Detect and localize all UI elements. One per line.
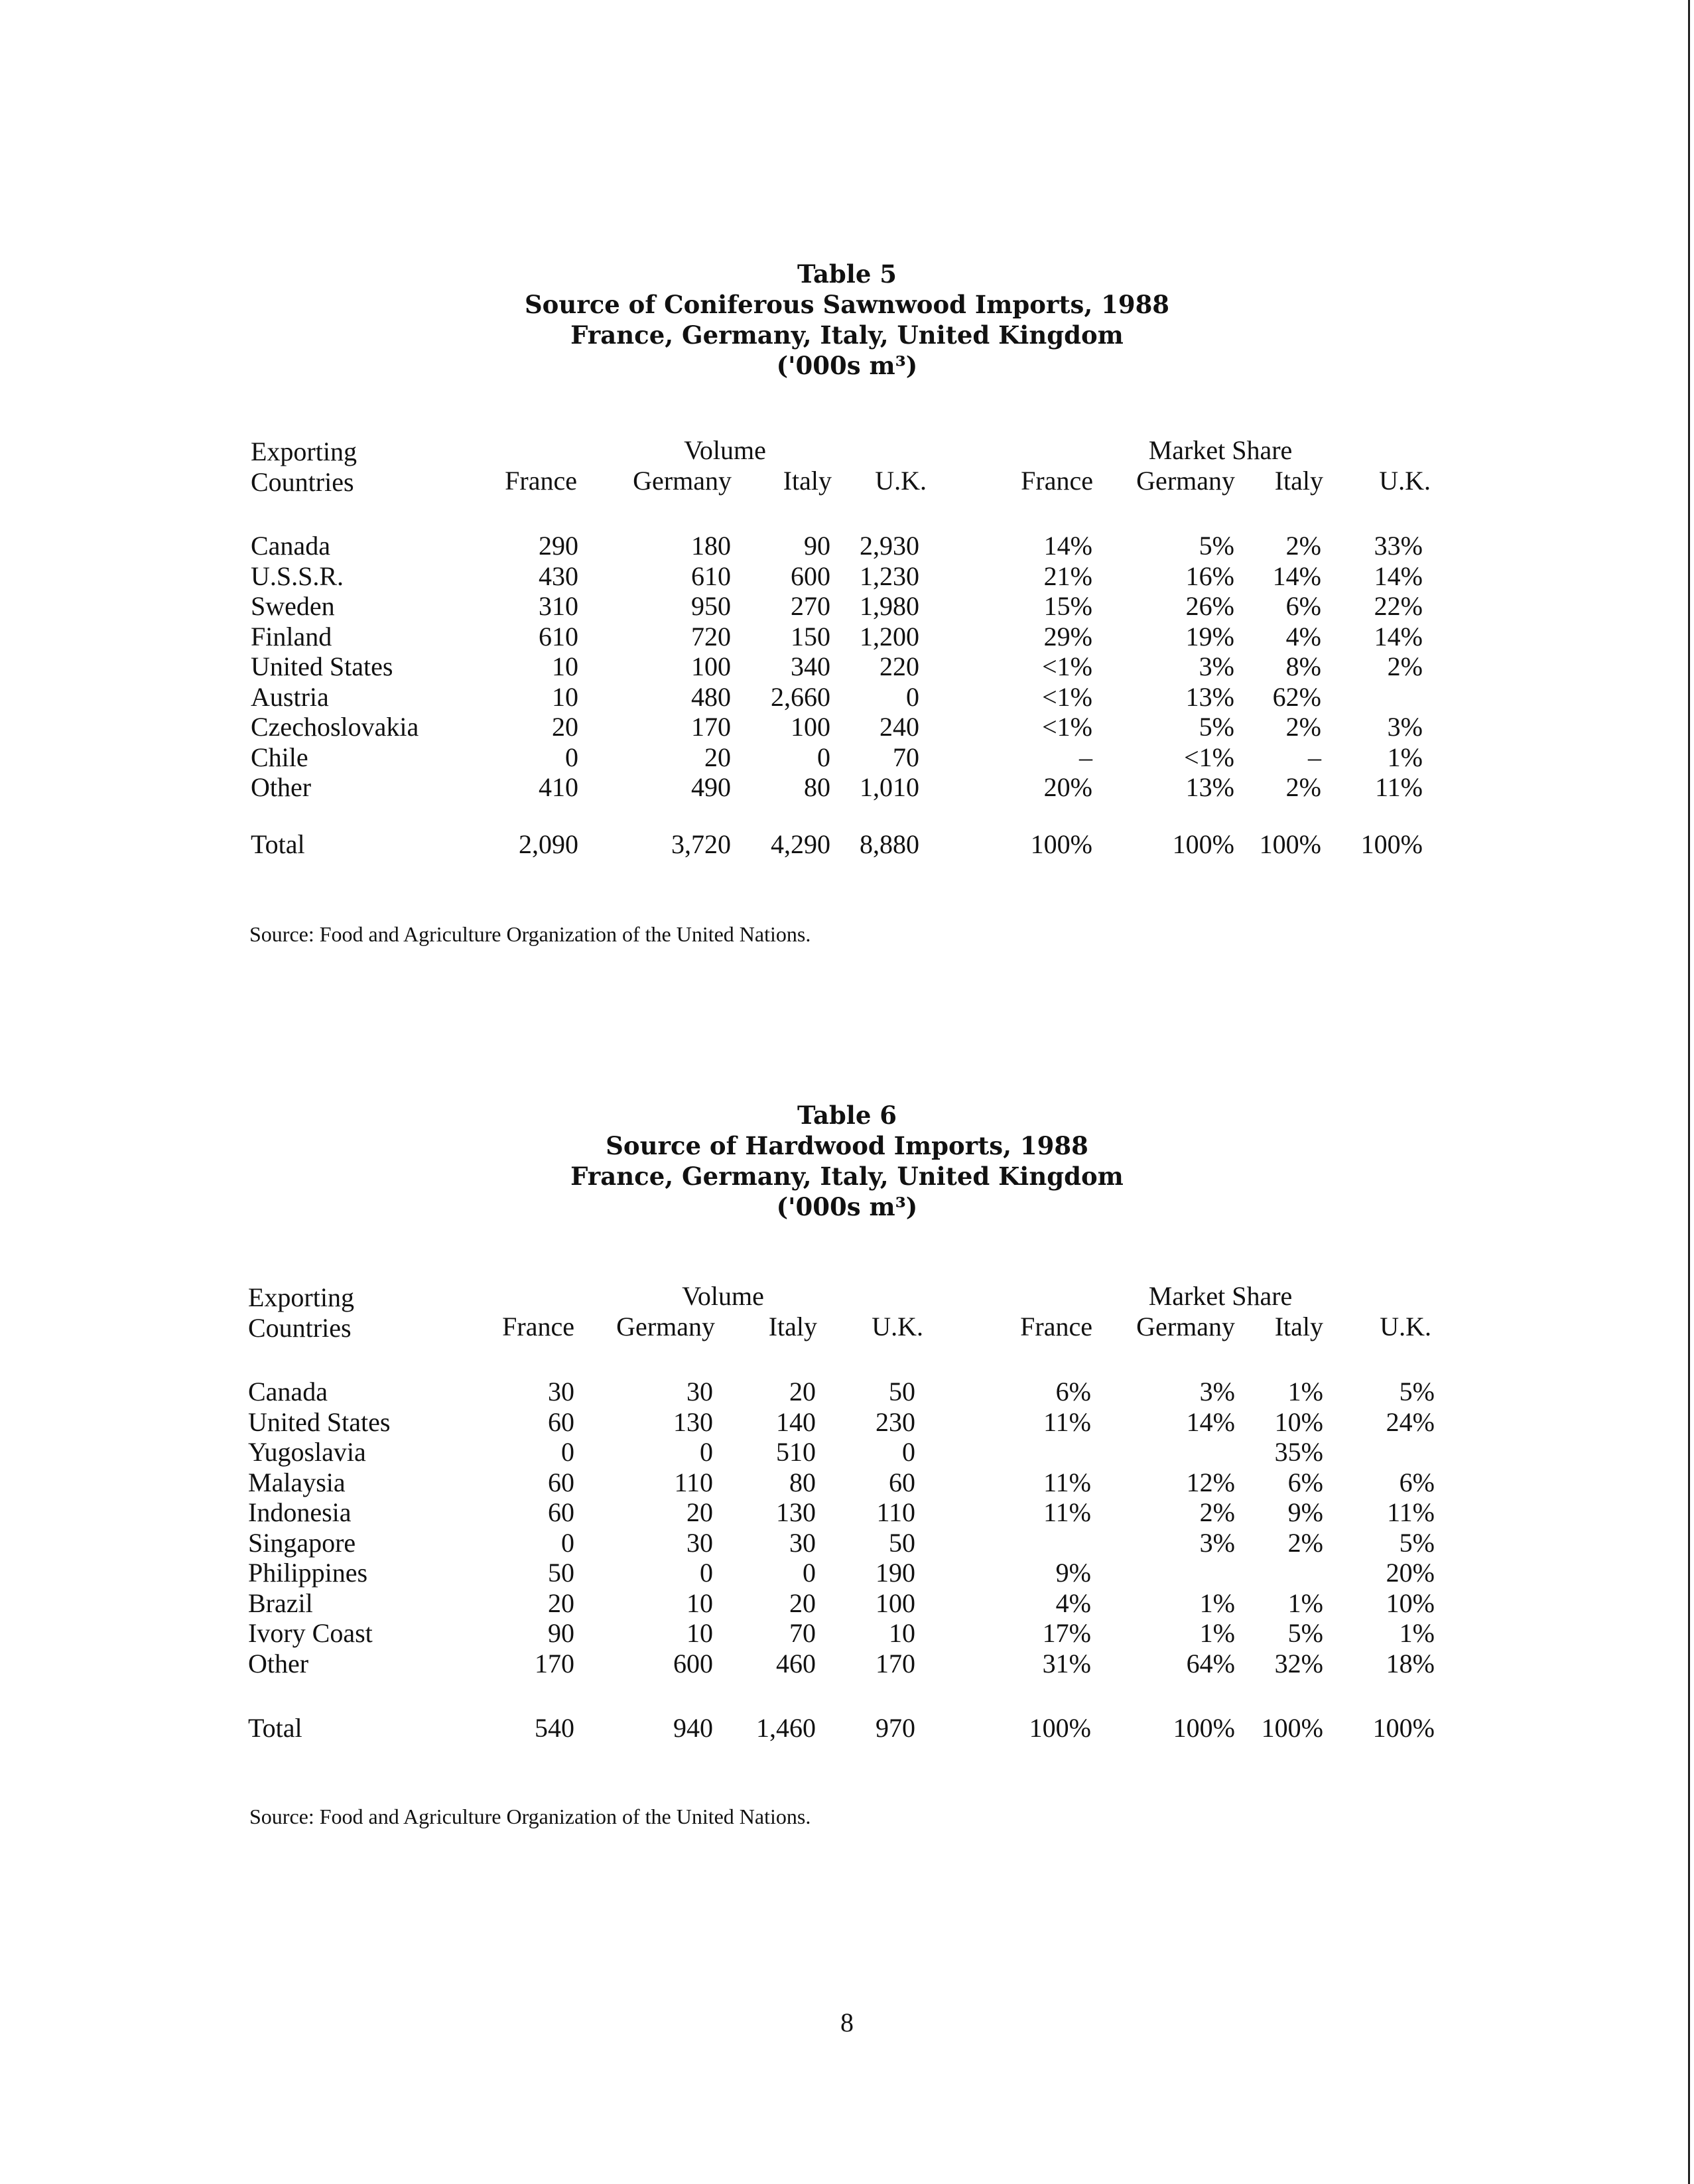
- table-countries-line: France, Germany, Italy, United Kingdom: [570, 1162, 1124, 1191]
- table-cell: 2,930: [860, 531, 919, 561]
- table-cell: 460: [776, 1648, 816, 1678]
- column-header: Italy: [783, 466, 832, 496]
- table-cell: –: [1308, 742, 1321, 772]
- table-cell: <1%: [1184, 742, 1234, 772]
- table-cell: 3%: [1199, 651, 1234, 681]
- table-cell: 17%: [1042, 1618, 1091, 1648]
- table-cell: 10%: [1386, 1588, 1435, 1618]
- table-cell: 100: [791, 712, 830, 742]
- row-country-label: Ivory Coast: [248, 1618, 373, 1648]
- table-cell: 480: [691, 681, 731, 712]
- table-cell: 1,200: [860, 621, 919, 651]
- table-cell: <1%: [1042, 712, 1092, 742]
- table-cell: 0: [700, 1437, 713, 1467]
- table-cell: 170: [691, 712, 731, 742]
- row-country-label: Philippines: [248, 1558, 368, 1588]
- column-header: France: [1021, 466, 1093, 496]
- column-header: Germany: [1136, 1312, 1235, 1341]
- volume-group-header: Volume: [684, 435, 766, 465]
- table-subtitle: Source of Hardwood Imports, 1988: [606, 1131, 1088, 1160]
- table-cell: 5%: [1399, 1377, 1435, 1406]
- table-cell: 14%: [1272, 561, 1321, 591]
- column-header: U.K.: [1379, 466, 1431, 496]
- table-cell: 1%: [1287, 1588, 1323, 1618]
- table-cell: 14%: [1374, 621, 1423, 651]
- table-cell: 11%: [1043, 1467, 1091, 1497]
- table-cell: 64%: [1186, 1648, 1235, 1678]
- total-cell: 100%: [1360, 829, 1423, 859]
- table-cell: 5%: [1399, 1527, 1435, 1558]
- row-country-label: Brazil: [248, 1588, 313, 1618]
- table-cell: 16%: [1185, 561, 1234, 591]
- total-cell: 100%: [1030, 829, 1092, 859]
- market-share-group-header: Market Share: [1148, 1281, 1293, 1311]
- table-cell: 190: [876, 1558, 915, 1588]
- total-cell: 1,460: [756, 1713, 816, 1743]
- column-header: Germany: [616, 1312, 715, 1341]
- table-cell: 9%: [1287, 1497, 1323, 1527]
- column-header: Italy: [1274, 466, 1323, 496]
- column-header: France: [1020, 1312, 1092, 1341]
- table-cell: 60: [548, 1497, 574, 1527]
- table-cell: 18%: [1386, 1648, 1435, 1678]
- table-cell: 3%: [1387, 712, 1423, 742]
- table-cell: 490: [691, 772, 731, 802]
- table-cell: 50: [889, 1527, 915, 1558]
- table-cell: 20: [789, 1588, 816, 1618]
- table-cell: 60: [548, 1406, 574, 1437]
- table-cell: 0: [700, 1558, 713, 1588]
- table-cell: 50: [889, 1377, 915, 1406]
- table-cell: 130: [776, 1497, 816, 1527]
- total-cell: 100%: [1372, 1713, 1435, 1743]
- column-header: France: [505, 466, 577, 496]
- table-cell: 10%: [1274, 1406, 1323, 1437]
- table-cell: 170: [535, 1648, 574, 1678]
- table-cell: 50: [548, 1558, 574, 1588]
- table-cell: <1%: [1042, 681, 1092, 712]
- table-cell: 110: [876, 1497, 915, 1527]
- table-cell: 410: [539, 772, 578, 802]
- table-cell: 5%: [1199, 712, 1234, 742]
- table-cell: 2%: [1285, 712, 1321, 742]
- table-cell: 20: [552, 712, 578, 742]
- table-cell: 14%: [1186, 1406, 1235, 1437]
- table-cell: 0: [902, 1437, 915, 1467]
- table-cell: 12%: [1186, 1467, 1235, 1497]
- table-cell: 1%: [1387, 742, 1423, 772]
- table-cell: 2%: [1285, 531, 1321, 561]
- column-header: U.K.: [872, 1312, 923, 1341]
- total-cell: 100%: [1172, 829, 1234, 859]
- table-title: Table 6: [797, 1101, 897, 1130]
- table-cell: 430: [539, 561, 578, 591]
- total-cell: 100%: [1173, 1713, 1235, 1743]
- table-cell: 950: [691, 591, 731, 621]
- table-cell: 3%: [1199, 1377, 1235, 1406]
- table-cell: 0: [906, 681, 919, 712]
- table-cell: 1%: [1199, 1588, 1235, 1618]
- table-cell: 80: [789, 1467, 816, 1497]
- row-country-label: Canada: [251, 531, 330, 561]
- row-country-label: Malaysia: [248, 1467, 346, 1497]
- table-cell: 30: [686, 1377, 713, 1406]
- table-cell: 0: [817, 742, 830, 772]
- table-cell: 31%: [1042, 1648, 1091, 1678]
- table-title: Table 5: [797, 259, 897, 289]
- table-cell: 110: [674, 1467, 713, 1497]
- table-cell: 70: [893, 742, 919, 772]
- table-cell: 30: [686, 1527, 713, 1558]
- row-country-label: Singapore: [248, 1527, 356, 1558]
- table-cell: 510: [776, 1437, 816, 1467]
- total-row-label: Total: [251, 829, 305, 859]
- row-country-label: Other: [251, 772, 312, 802]
- table-cell: 6%: [1399, 1467, 1435, 1497]
- table-cell: 0: [565, 742, 578, 772]
- table-cell: <1%: [1042, 651, 1092, 681]
- table-cell: 130: [673, 1406, 713, 1437]
- table-cell: 13%: [1185, 772, 1234, 802]
- table-cell: 90: [804, 531, 830, 561]
- table-cell: 6%: [1287, 1467, 1323, 1497]
- row-country-label: Sweden: [251, 591, 335, 621]
- table-cell: 9%: [1055, 1558, 1091, 1588]
- row-country-label: U.S.S.R.: [251, 561, 344, 591]
- table-cell: 1%: [1399, 1618, 1435, 1648]
- table-cell: 150: [791, 621, 830, 651]
- table-cell: 11%: [1043, 1497, 1091, 1527]
- table-cell: 20: [789, 1377, 816, 1406]
- table-cell: 230: [876, 1406, 915, 1437]
- table-cell: 610: [691, 561, 731, 591]
- row-label-header: Exporting: [248, 1282, 354, 1312]
- row-country-label: Canada: [248, 1377, 328, 1406]
- table-cell: 24%: [1386, 1406, 1435, 1437]
- table-cell: 220: [880, 651, 919, 681]
- table-cell: 62%: [1272, 681, 1321, 712]
- table-cell: 60: [548, 1467, 574, 1497]
- volume-group-header: Volume: [682, 1281, 764, 1311]
- table-cell: 13%: [1185, 681, 1234, 712]
- row-label-header: Countries: [251, 467, 354, 497]
- table-cell: 35%: [1274, 1437, 1323, 1467]
- table-cell: 20%: [1386, 1558, 1435, 1588]
- table-cell: 10: [686, 1618, 713, 1648]
- total-cell: 3,720: [671, 829, 731, 859]
- table-cell: 30: [548, 1377, 574, 1406]
- row-label-header: Countries: [248, 1313, 352, 1343]
- table-cell: 1,980: [860, 591, 919, 621]
- table-cell: 1,010: [860, 772, 919, 802]
- table-cell: 15%: [1043, 591, 1092, 621]
- table-cell: 14%: [1043, 531, 1092, 561]
- total-cell: 2,090: [519, 829, 578, 859]
- table-cell: 60: [889, 1467, 915, 1497]
- table-cell: 32%: [1274, 1648, 1323, 1678]
- table-units: ('000s m³): [776, 351, 918, 380]
- table-units: ('000s m³): [776, 1192, 918, 1221]
- table-cell: 100: [691, 651, 731, 681]
- table-countries-line: France, Germany, Italy, United Kingdom: [570, 320, 1124, 350]
- total-cell: 540: [535, 1713, 574, 1743]
- total-cell: 970: [876, 1713, 915, 1743]
- table-6-source-note: Source: Food and Agriculture Organization of the United Nations.: [249, 1805, 811, 1828]
- row-label-header: Exporting: [251, 437, 357, 466]
- row-country-label: United States: [251, 651, 393, 681]
- table-cell: 2,660: [771, 681, 830, 712]
- table-cell: 4%: [1285, 621, 1321, 651]
- table-subtitle: Source of Coniferous Sawnwood Imports, 1988: [524, 290, 1170, 319]
- table-cell: 3%: [1199, 1527, 1235, 1558]
- table-cell: 10: [552, 651, 578, 681]
- table-cell: 20: [704, 742, 731, 772]
- table-cell: 80: [804, 772, 830, 802]
- page-number: 8: [840, 2008, 854, 2037]
- table-cell: 1%: [1287, 1377, 1323, 1406]
- table-cell: 1%: [1199, 1618, 1235, 1648]
- total-cell: 100%: [1259, 829, 1321, 859]
- table-cell: 8%: [1285, 651, 1321, 681]
- table-cell: 0: [803, 1558, 816, 1588]
- table-cell: 33%: [1374, 531, 1423, 561]
- row-country-label: Yugoslavia: [248, 1437, 366, 1467]
- table-cell: 610: [539, 621, 578, 651]
- table-cell: 90: [548, 1618, 574, 1648]
- table-cell: 4%: [1055, 1588, 1091, 1618]
- total-row-label: Total: [248, 1713, 302, 1743]
- table-cell: 600: [673, 1648, 713, 1678]
- table-cell: 20: [686, 1497, 713, 1527]
- row-country-label: Finland: [251, 621, 332, 651]
- row-country-label: Czechoslovakia: [251, 712, 419, 742]
- row-country-label: Indonesia: [248, 1497, 352, 1527]
- row-country-label: Other: [248, 1648, 309, 1678]
- table-cell: 290: [539, 531, 578, 561]
- table-cell: 10: [889, 1618, 915, 1648]
- total-cell: 8,880: [860, 829, 919, 859]
- table-cell: 5%: [1287, 1618, 1323, 1648]
- table-cell: 0: [561, 1437, 574, 1467]
- table-cell: 5%: [1199, 531, 1234, 561]
- table-cell: 70: [789, 1618, 816, 1648]
- row-country-label: Chile: [251, 742, 308, 772]
- table-cell: 600: [791, 561, 830, 591]
- total-cell: 100%: [1261, 1713, 1323, 1743]
- table-cell: 11%: [1043, 1406, 1091, 1437]
- table-cell: 26%: [1185, 591, 1234, 621]
- column-header: Germany: [633, 466, 732, 496]
- total-cell: 4,290: [771, 829, 830, 859]
- table-cell: 720: [691, 621, 731, 651]
- table-cell: 100: [876, 1588, 915, 1618]
- column-header: Italy: [1274, 1312, 1323, 1341]
- table-cell: 29%: [1043, 621, 1092, 651]
- table-cell: 30: [789, 1527, 816, 1558]
- table-cell: 310: [539, 591, 578, 621]
- table-cell: 0: [561, 1527, 574, 1558]
- table-cell: 1,230: [860, 561, 919, 591]
- table-cell: 2%: [1285, 772, 1321, 802]
- row-country-label: Austria: [251, 681, 329, 712]
- table-cell: 20%: [1043, 772, 1092, 802]
- table-cell: 11%: [1375, 772, 1423, 802]
- column-header: U.K.: [1380, 1312, 1431, 1341]
- row-country-label: United States: [248, 1406, 391, 1437]
- table-cell: 140: [776, 1406, 816, 1437]
- column-header: Germany: [1136, 466, 1235, 496]
- total-cell: 100%: [1029, 1713, 1091, 1743]
- table-cell: 21%: [1043, 561, 1092, 591]
- table-cell: 340: [791, 651, 830, 681]
- column-header: France: [502, 1312, 574, 1341]
- table-cell: 2%: [1199, 1497, 1235, 1527]
- table-cell: 10: [686, 1588, 713, 1618]
- column-header: U.K.: [875, 466, 927, 496]
- table-cell: 2%: [1287, 1527, 1323, 1558]
- table-cell: 180: [691, 531, 731, 561]
- column-header: Italy: [768, 1312, 817, 1341]
- total-cell: 940: [673, 1713, 713, 1743]
- table-cell: 170: [876, 1648, 915, 1678]
- table-cell: 10: [552, 681, 578, 712]
- market-share-group-header: Market Share: [1148, 435, 1293, 465]
- table-cell: 270: [791, 591, 830, 621]
- table-cell: 6%: [1285, 591, 1321, 621]
- table-cell: –: [1079, 742, 1092, 772]
- table-cell: 6%: [1055, 1377, 1091, 1406]
- table-cell: 20: [548, 1588, 574, 1618]
- table-cell: 19%: [1185, 621, 1234, 651]
- table-cell: 2%: [1387, 651, 1423, 681]
- table-cell: 11%: [1387, 1497, 1435, 1527]
- table-5-source-note: Source: Food and Agriculture Organization of the United Nations.: [249, 922, 811, 946]
- table-cell: 240: [880, 712, 919, 742]
- table-cell: 22%: [1374, 591, 1423, 621]
- table-cell: 14%: [1374, 561, 1423, 591]
